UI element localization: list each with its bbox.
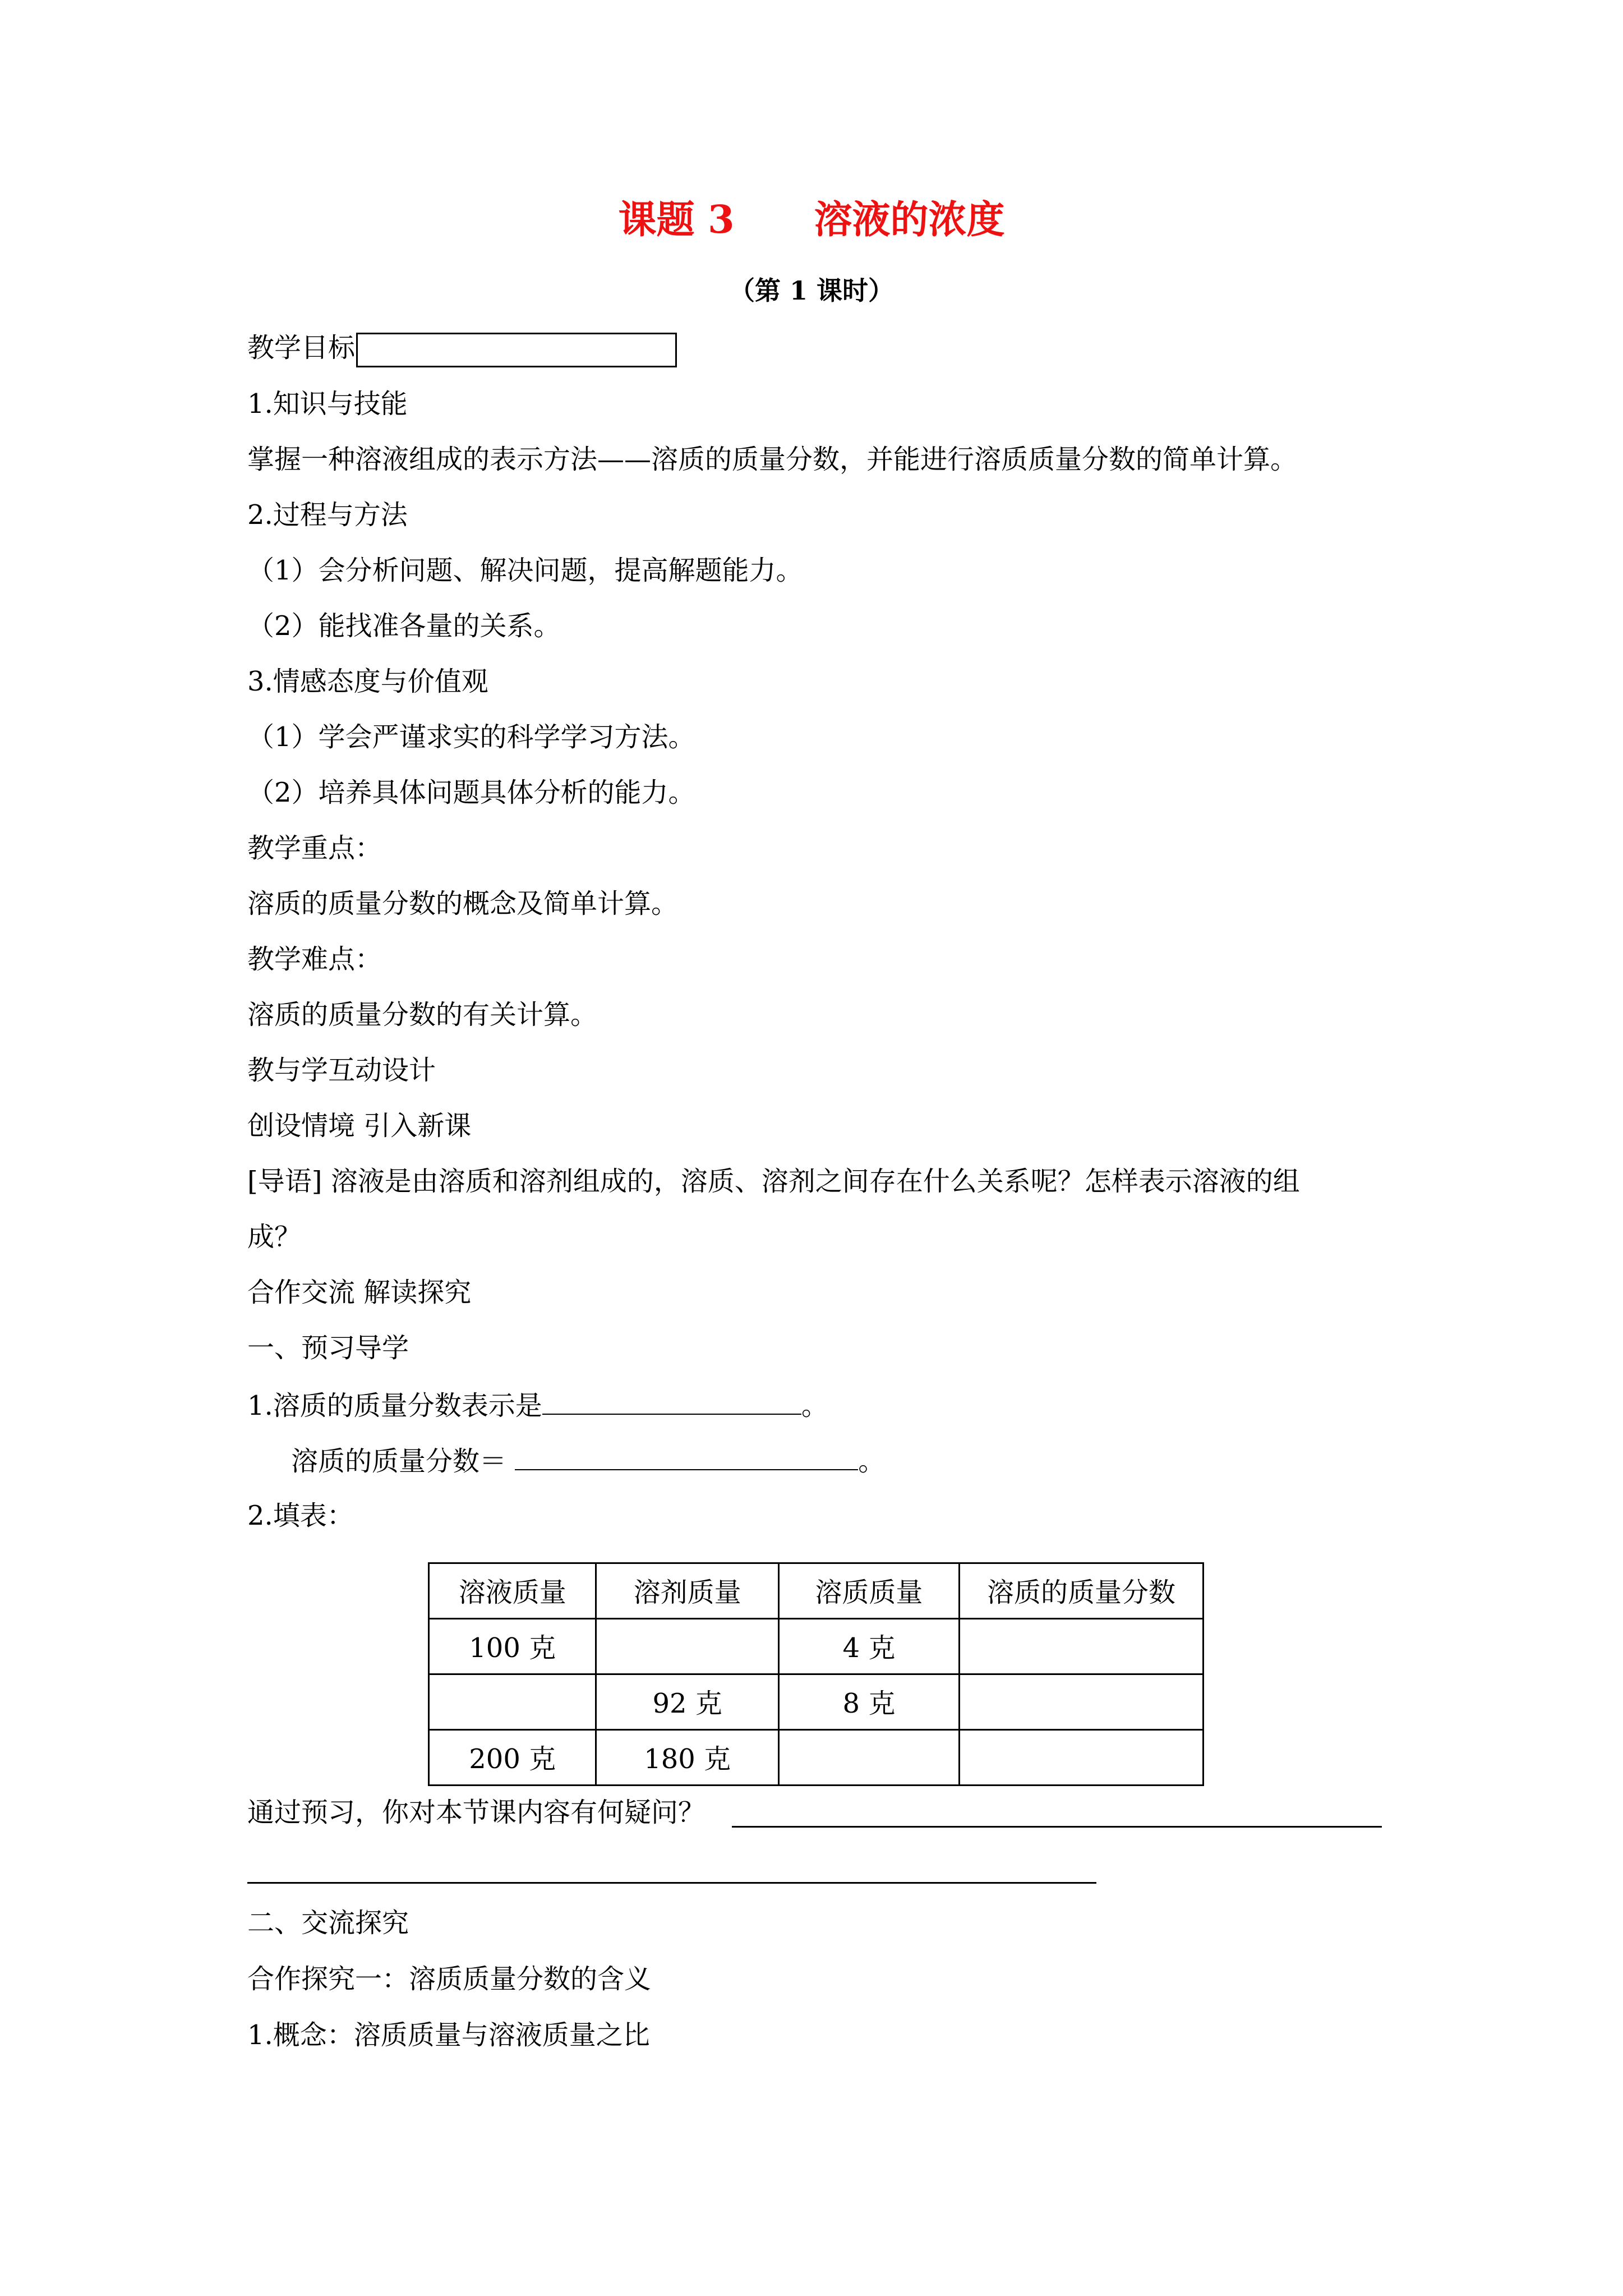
table-cell[interactable]: [596, 1619, 778, 1674]
table-cell: 200 克: [429, 1730, 596, 1786]
cooperation-heading: 合作交流 解读探究: [247, 1277, 472, 1308]
process-heading: 2.过程与方法: [247, 499, 408, 531]
concept-text: 1.概念：溶质质量与溶液质量之比: [247, 2019, 650, 2051]
objectives-row: [247, 331, 677, 367]
table-cell[interactable]: [960, 1730, 1204, 1786]
process-item-1: （1）会分析问题、解决问题，提高解题能力。: [247, 555, 803, 586]
formula-blank[interactable]: [515, 1442, 858, 1470]
question-1: [247, 1387, 828, 1423]
interaction-heading: 教与学互动设计: [247, 1055, 436, 1086]
objectives-label: 教学目标: [247, 332, 356, 364]
fill-in-table: [428, 1562, 1204, 1786]
table-header-cell: 溶液质量: [429, 1563, 596, 1619]
table-cell: 4 克: [778, 1619, 959, 1674]
objectives-blank-box[interactable]: [356, 333, 677, 367]
page-title: 课题 3 溶液的浓度: [618, 197, 1005, 242]
table-cell[interactable]: [960, 1619, 1204, 1674]
key-point-text: 溶质的质量分数的概念及简单计算。: [247, 888, 679, 919]
section-1-heading: 一、预习导学: [247, 1332, 409, 1364]
process-item-2: （2）能找准各量的关系。: [247, 610, 561, 642]
emotion-item-1: （1）学会严谨求实的科学学习方法。: [247, 721, 695, 753]
table-header-row: [429, 1563, 1204, 1619]
guide-text-line-1: [导语] 溶液是由溶质和溶剂组成的，溶质、溶剂之间存在什么关系呢？怎样表示溶液的组: [247, 1166, 1300, 1197]
difficulty-label: 教学难点：: [247, 944, 382, 975]
table-header-cell: 溶剂质量: [596, 1563, 778, 1619]
table-cell: 92 克: [596, 1674, 778, 1730]
preview-question: 通过预习，你对本节课内容有何疑问？: [247, 1797, 706, 1828]
knowledge-text: 掌握一种溶液组成的表示方法——溶质的质量分数，并能进行溶质质量分数的简单计算。: [247, 444, 1298, 475]
table-cell[interactable]: [778, 1730, 959, 1786]
table-row: [429, 1674, 1204, 1730]
table-cell: 180 克: [596, 1730, 778, 1786]
knowledge-heading: 1.知识与技能: [247, 388, 408, 420]
table-cell[interactable]: [429, 1674, 596, 1730]
guide-text-line-2: 成？: [247, 1221, 302, 1253]
emotion-item-2: （2）培养具体问题具体分析的能力。: [247, 777, 695, 808]
table-cell: 100 克: [429, 1619, 596, 1674]
formula-suffix: 。: [858, 1446, 886, 1477]
preview-answer-line-1[interactable]: [732, 1826, 1382, 1828]
table-row: [429, 1730, 1204, 1786]
difficulty-text: 溶质的质量分数的有关计算。: [247, 999, 598, 1030]
emotion-heading: 3.情感态度与价值观: [247, 666, 488, 697]
preview-answer-line-2[interactable]: [247, 1882, 1096, 1884]
scenario-heading: 创设情境 引入新课: [247, 1110, 472, 1142]
question-1-blank[interactable]: [542, 1387, 801, 1415]
question-1-formula: [291, 1442, 885, 1478]
formula-prefix: 溶质的质量分数＝: [291, 1446, 515, 1477]
question-1-prefix: 1.溶质的质量分数表示是: [247, 1390, 542, 1421]
table-row: [429, 1619, 1204, 1674]
explore-1-heading: 合作探究一：溶质质量分数的含义: [247, 1963, 652, 1995]
question-1-suffix: 。: [801, 1390, 828, 1421]
table-cell: 8 克: [778, 1674, 959, 1730]
key-point-label: 教学重点：: [247, 832, 382, 864]
question-2-label: 2.填表：: [247, 1500, 354, 1531]
lesson-period: （第 1 课时）: [728, 275, 895, 306]
section-2-heading: 二、交流探究: [247, 1907, 409, 1939]
table-header-cell: 溶质质量: [778, 1563, 959, 1619]
table-cell[interactable]: [960, 1674, 1204, 1730]
table-header-cell: 溶质的质量分数: [960, 1563, 1204, 1619]
